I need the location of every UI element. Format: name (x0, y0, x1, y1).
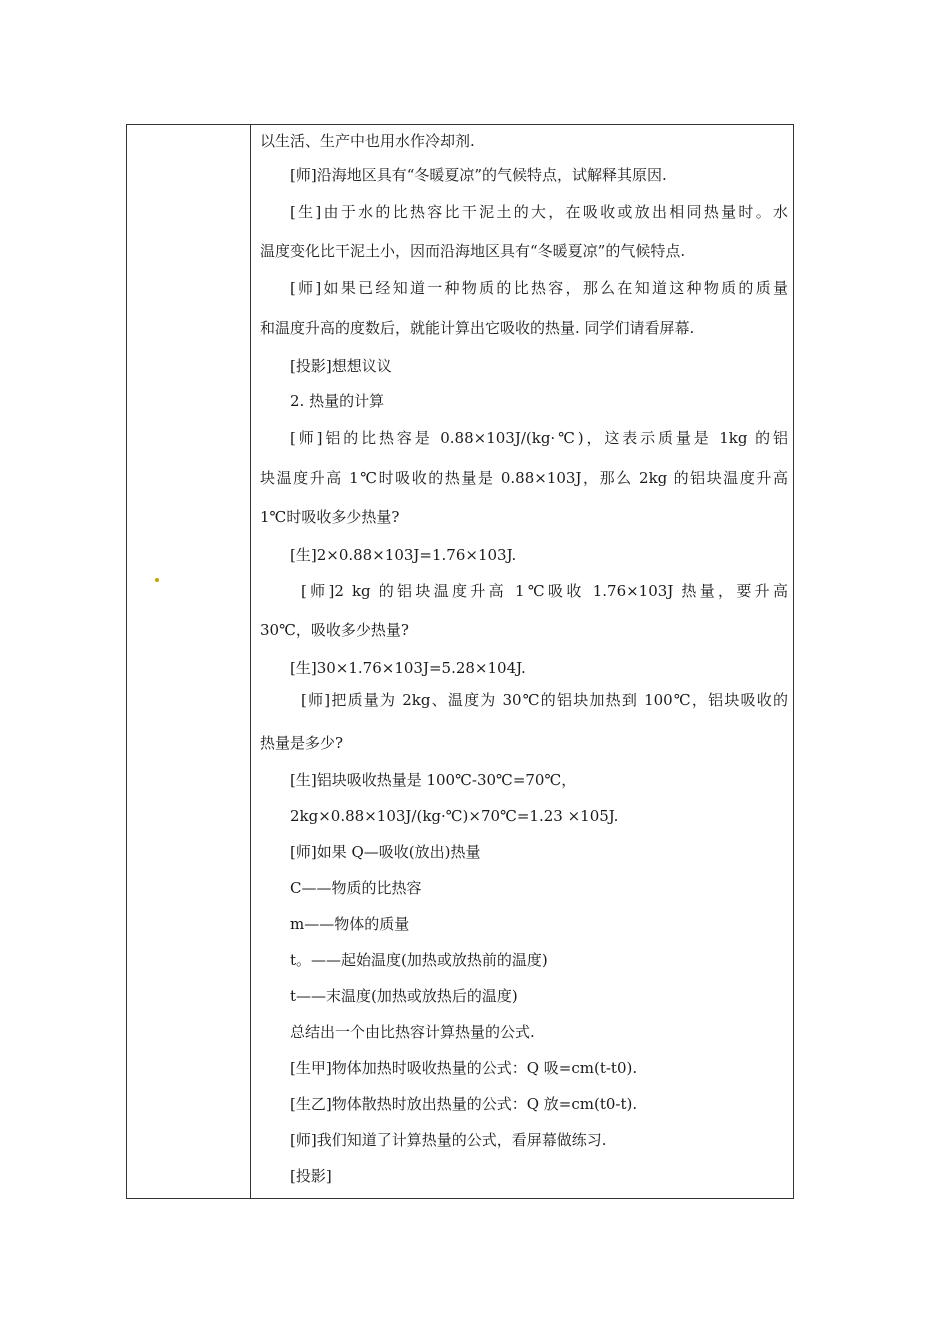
text-line: [师]如果 Q—吸收(放出)热量 (290, 843, 481, 861)
text-line: C——物质的比热容 (290, 879, 422, 897)
text-line: 以生活、生产中也用水作冷却剂. (260, 132, 475, 150)
text-line: 温度变化比干泥土小，因而沿海地区具有“冬暖夏凉”的气候特点. (260, 242, 686, 260)
text-line: t。——起始温度(加热或放热前的温度) (290, 951, 548, 969)
yellow-dot-mark (155, 578, 159, 582)
text-line: [生甲]物体加热时吸收热量的公式：Q 吸=cm(t-t0). (290, 1059, 638, 1077)
text-line: m——物体的质量 (290, 915, 410, 933)
text-line: 1℃时吸收多少热量? (260, 508, 400, 526)
text-line: [生]铝块吸收热量是 100℃-30℃=70℃， (290, 771, 577, 789)
text-line: [生]2×0.88×103J=1.76×103J. (290, 546, 517, 564)
text-line: [师]如果已经知道一种物质的比热容，那么在知道这种物质的质量 (290, 279, 788, 297)
text-line: [师]把质量为 2kg、温度为 30℃的铝块加热到 100℃，铝块吸收的 (301, 691, 788, 709)
text-line: [生乙]物体散热时放出热量的公式：Q 放=cm(t0-t). (290, 1095, 638, 1113)
text-line: 块温度升高 1℃时吸收的热量是 0.88×103J，那么 2kg 的铝块温度升高 (260, 469, 788, 487)
text-line: [师]2 kg 的铝块温度升高 1℃吸收 1.76×103J 热量，要升高 (301, 582, 788, 600)
text-line: [投影] (290, 1167, 332, 1185)
column-divider (250, 125, 251, 1198)
text-line: 30℃，吸收多少热量? (260, 621, 409, 639)
text-line: [师]沿海地区具有“冬暖夏凉”的气候特点，试解释其原因. (290, 166, 667, 184)
text-line: 总结出一个由比热容计算热量的公式. (290, 1023, 535, 1041)
text-line: [生]由于水的比热容比干泥土的大，在吸收或放出相同热量时。水 (290, 203, 788, 221)
text-line: 2. 热量的计算 (290, 392, 385, 410)
text-line: [师]铝的比热容是 0.88×103J/(kg·℃)，这表示质量是 1kg 的铝 (290, 429, 788, 447)
text-line: [生]30×1.76×103J=5.28×104J. (290, 659, 526, 677)
lesson-table (126, 124, 794, 1199)
text-line: 热量是多少? (260, 734, 344, 752)
text-line: t——末温度(加热或放热后的温度) (290, 987, 518, 1005)
text-line: 和温度升高的度数后，就能计算出它吸收的热量. 同学们请看屏幕. (260, 319, 695, 337)
text-line: [投影]想想议议 (290, 357, 392, 375)
text-line: [师]我们知道了计算热量的公式，看屏幕做练习. (290, 1131, 607, 1149)
text-line: 2kg×0.88×103J/(kg·℃)×70℃=1.23 ×105J. (290, 807, 619, 825)
